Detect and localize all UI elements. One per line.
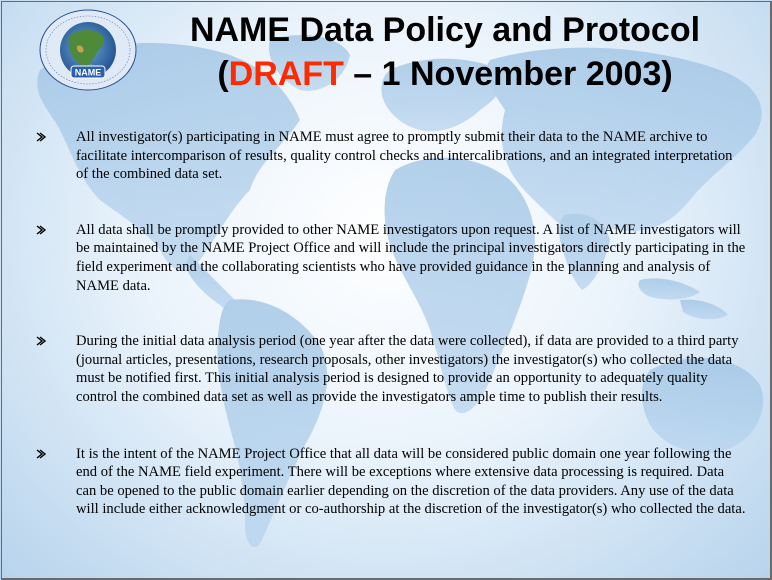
title-line-1: NAME Data Policy and Protocol — [189, 11, 701, 49]
logo-caption: NAME — [74, 67, 102, 78]
arrow-bullet-icon — [36, 132, 46, 142]
title-open-paren: ( — [217, 55, 229, 93]
policy-item-text: During the initial data analysis period (one year after the data were collected), if data are provided to a third party (journal articles, presentations, research proposals, other investigators) the investigator(s) who collected the data must be notified first. This initial analysis period is designed to provide an opportunity to adequately quality control the combined data set as well as provide the investigators ample time to publish their results. — [76, 333, 739, 405]
page-title — [150, 8, 740, 96]
policy-item-text: All investigator(s) participating in NAME must agree to promptly submit their data to the NAME archive to facilitate intercomparison of results, quality control checks and intercalibrations, and an integrated interpretation of the combined data set. — [76, 129, 733, 183]
policy-list — [36, 128, 746, 556]
policy-item — [36, 221, 746, 295]
policy-item-text: All data shall be promptly provided to other NAME investigators upon request. A list of NAME investigators will be maintained by the NAME Project Office and will include the principal investigators directly participating in the field experiment and the collaborating scientists who have provided guidance in the planning and analysis of NAME data. — [76, 221, 746, 294]
arrow-bullet-icon — [36, 336, 46, 346]
title-date: – 1 November 2003) — [343, 55, 673, 93]
arrow-bullet-icon — [36, 225, 46, 235]
arrow-bullet-icon — [36, 449, 46, 459]
policy-item — [36, 332, 746, 406]
name-project-logo-icon — [33, 6, 143, 96]
draft-label: DRAFT — [228, 55, 344, 93]
policy-item-text: It is the intent of the NAME Project Office that all data will be considered public domain one year following the end of the NAME field experiment. There will be exceptions where extensive data processing is required. Data can be opened to the public domain earlier depending on the discretion of the data providers. Any use of the data will include either acknowledgment or co-authorship at the discretion of the investigator(s) who collected the data. — [76, 445, 746, 518]
policy-item — [36, 128, 746, 184]
policy-item — [36, 445, 746, 519]
